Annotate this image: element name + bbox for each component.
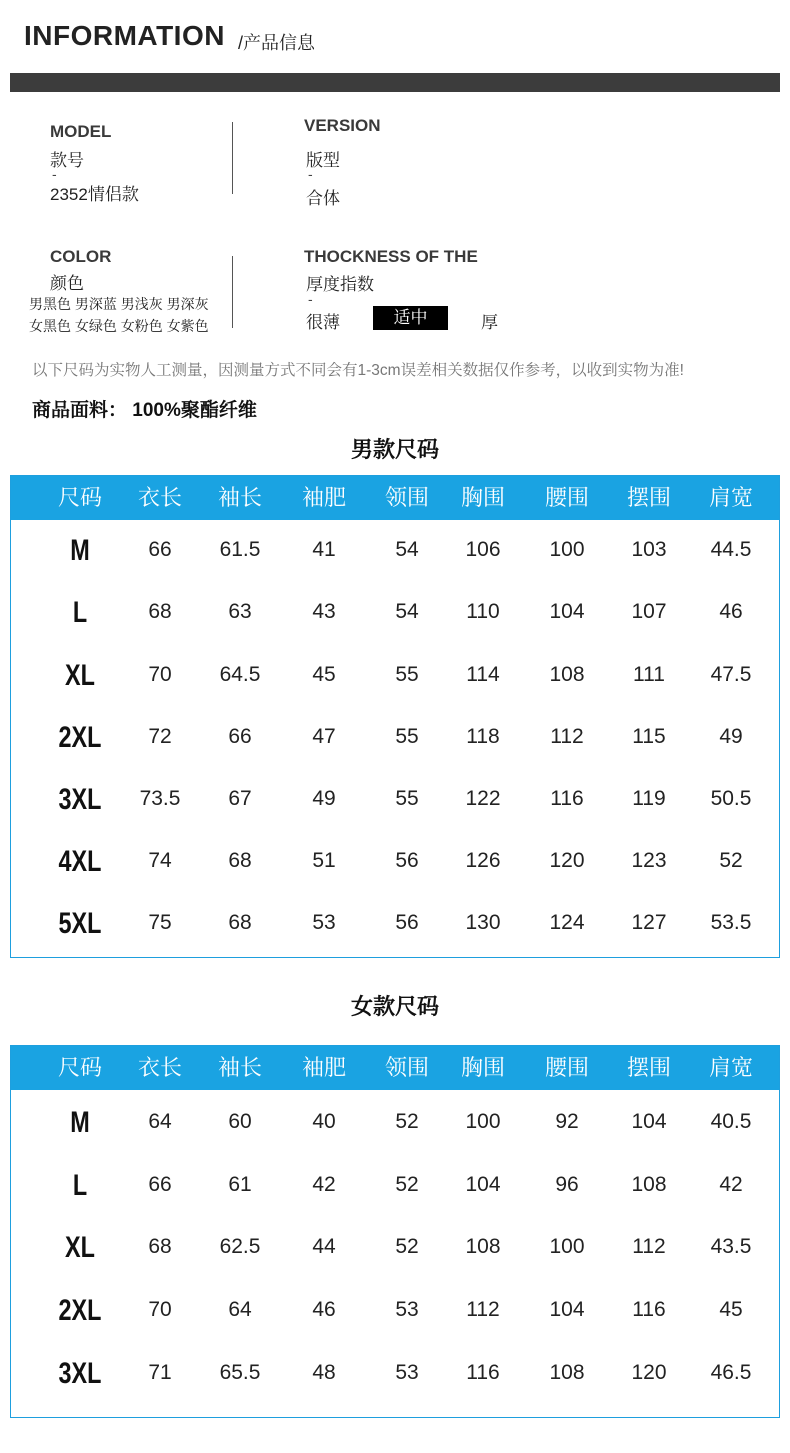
table-cell: 44.5 <box>710 538 752 561</box>
size-label: M <box>70 1106 90 1139</box>
thickness-option-thin: 很薄 <box>306 313 340 332</box>
size-label: 2XL <box>58 721 102 754</box>
table-cell: 112 <box>632 1235 666 1258</box>
table-cell: 55 <box>395 787 419 810</box>
table-cell: 110 <box>466 600 500 623</box>
table-cell: 46.5 <box>710 1361 752 1384</box>
table-cell: 52 <box>719 849 743 872</box>
table-cell: 53 <box>312 911 336 934</box>
table-row <box>11 1106 779 1146</box>
table-cell: 116 <box>550 787 584 810</box>
thickness-option-thick: 厚 <box>481 313 498 332</box>
model-value: 2352情侣款 <box>50 185 139 204</box>
size-label: L <box>72 1169 88 1202</box>
thickness-label-zh: 厚度指数 <box>306 275 374 294</box>
table-cell: 43.5 <box>710 1235 752 1258</box>
model-label-en: MODEL <box>50 122 112 141</box>
table-cell: 71 <box>148 1361 172 1384</box>
table-cell: 108 <box>465 1235 501 1258</box>
table-cell: 50.5 <box>710 787 752 810</box>
table-cell: 104 <box>465 1173 501 1196</box>
measurement-note: 以下尺码为实物人工测量，因测量方式不同会有1-3cm误差相关数据仅作参考，以收到实物为准! <box>32 362 684 379</box>
table-cell: 120 <box>549 849 585 872</box>
table-cell: 111 <box>633 663 665 686</box>
header-divider-bar <box>10 73 780 92</box>
table-cell: 108 <box>549 663 585 686</box>
table-cell: 104 <box>549 600 585 623</box>
table-cell: 75 <box>148 911 172 934</box>
table-cell: 119 <box>632 787 666 810</box>
table-cell: 126 <box>465 849 501 872</box>
table-cell: 108 <box>549 1361 585 1384</box>
table-row <box>11 659 779 699</box>
size-label: 5XL <box>58 907 102 940</box>
table-cell: 52 <box>395 1173 419 1196</box>
page-subtitle: /产品信息 <box>238 33 316 53</box>
table-cell: 68 <box>228 911 252 934</box>
column-header: 尺码 <box>57 1055 102 1080</box>
table-cell: 42 <box>719 1173 743 1196</box>
version-label-en: VERSION <box>304 116 381 135</box>
table-cell: 67 <box>228 787 252 810</box>
table-cell: 66 <box>148 1173 172 1196</box>
table-cell: 104 <box>549 1298 585 1321</box>
table-row <box>11 845 779 885</box>
table-cell: 100 <box>465 1110 501 1133</box>
table-header-row <box>11 476 779 520</box>
size-label: 2XL <box>58 1294 102 1327</box>
table-cell: 68 <box>228 849 252 872</box>
divider-line <box>232 256 233 328</box>
table-cell: 42 <box>312 1173 336 1196</box>
table-cell: 40 <box>312 1110 336 1133</box>
thickness-dash: - <box>308 291 313 307</box>
size-label: M <box>70 534 90 567</box>
model-label-zh: 款号 <box>50 151 84 170</box>
table-cell: 45 <box>719 1298 743 1321</box>
table-cell: 127 <box>631 911 667 934</box>
table-cell: 106 <box>465 538 501 561</box>
column-header: 摆围 <box>626 1055 671 1080</box>
column-header: 摆围 <box>626 485 671 510</box>
column-header: 胸围 <box>460 485 505 510</box>
column-header: 衣长 <box>137 1055 182 1080</box>
version-dash: - <box>308 166 313 182</box>
table-cell: 61 <box>228 1173 252 1196</box>
table-cell: 104 <box>631 1110 667 1133</box>
women-size-table <box>10 1045 780 1418</box>
size-label: XL <box>65 659 95 692</box>
material-info: 商品面料： 100%聚酯纤维 <box>32 400 257 421</box>
size-label: 3XL <box>58 1357 102 1390</box>
table-cell: 46 <box>312 1298 336 1321</box>
version-value: 合体 <box>306 189 340 208</box>
table-row <box>11 1169 779 1209</box>
model-dash: - <box>52 166 57 182</box>
table-cell: 48 <box>312 1361 336 1384</box>
table-cell: 47.5 <box>710 663 752 686</box>
table-cell: 96 <box>555 1173 579 1196</box>
table-cell: 74 <box>148 849 172 872</box>
thickness-label-en: THOCKNESS OF THE <box>304 247 478 266</box>
column-header: 腰围 <box>544 1055 589 1080</box>
table-cell: 116 <box>466 1361 500 1384</box>
color-label-zh: 颜色 <box>50 274 84 293</box>
table-cell: 53 <box>395 1298 419 1321</box>
table-cell: 47 <box>312 725 336 748</box>
table-cell: 49 <box>312 787 336 810</box>
table-row <box>11 1294 779 1334</box>
table-header-row <box>11 1046 779 1090</box>
table-cell: 41 <box>312 538 336 561</box>
table-cell: 130 <box>465 911 501 934</box>
women-size-title: 女款尺码 <box>350 994 439 1019</box>
table-cell: 66 <box>228 725 252 748</box>
thickness-option-medium-selected: 适中 <box>373 306 448 330</box>
table-cell: 64.5 <box>219 663 261 686</box>
table-row <box>11 1231 779 1271</box>
table-cell: 55 <box>395 725 419 748</box>
table-cell: 112 <box>466 1298 500 1321</box>
men-size-title: 男款尺码 <box>350 437 439 462</box>
table-cell: 107 <box>631 600 667 623</box>
table-cell: 108 <box>631 1173 667 1196</box>
table-cell: 103 <box>631 538 667 561</box>
table-cell: 53.5 <box>710 911 752 934</box>
table-row <box>11 596 779 636</box>
table-cell: 46 <box>719 600 743 623</box>
column-header: 袖肥 <box>301 1055 346 1080</box>
column-header: 肩宽 <box>708 1055 753 1080</box>
table-cell: 112 <box>550 725 584 748</box>
table-cell: 49 <box>719 725 743 748</box>
table-cell: 62.5 <box>219 1235 261 1258</box>
table-cell: 44 <box>312 1235 336 1258</box>
table-cell: 51 <box>312 849 336 872</box>
table-cell: 100 <box>549 1235 585 1258</box>
column-header: 领围 <box>384 485 429 510</box>
table-cell: 116 <box>632 1298 666 1321</box>
version-label-zh: 版型 <box>306 151 340 170</box>
table-cell: 68 <box>148 1235 172 1258</box>
table-cell: 65.5 <box>219 1361 261 1384</box>
table-cell: 56 <box>395 849 419 872</box>
column-header: 领围 <box>384 1055 429 1080</box>
column-header: 腰围 <box>544 485 589 510</box>
size-label: 3XL <box>58 783 102 816</box>
table-row <box>11 907 779 947</box>
table-cell: 118 <box>466 725 500 748</box>
table-cell: 40.5 <box>710 1110 752 1133</box>
size-label: XL <box>65 1231 95 1264</box>
column-header: 肩宽 <box>708 485 753 510</box>
table-cell: 45 <box>312 663 336 686</box>
table-cell: 70 <box>148 663 172 686</box>
table-cell: 54 <box>395 538 419 561</box>
table-cell: 73.5 <box>139 787 181 810</box>
color-options-women: 女黑色 女绿色 女粉色 女紫色 <box>29 318 209 334</box>
table-cell: 43 <box>312 600 336 623</box>
table-cell: 63 <box>228 600 252 623</box>
table-row <box>11 1357 779 1397</box>
table-cell: 66 <box>148 538 172 561</box>
table-cell: 60 <box>228 1110 252 1133</box>
table-row <box>11 534 779 574</box>
table-cell: 52 <box>395 1235 419 1258</box>
column-header: 尺码 <box>57 485 102 510</box>
table-cell: 72 <box>148 725 172 748</box>
page-title: INFORMATION <box>24 20 225 51</box>
table-cell: 124 <box>549 911 585 934</box>
column-header: 袖肥 <box>301 485 346 510</box>
men-size-table <box>10 475 780 958</box>
color-label-en: COLOR <box>50 247 112 266</box>
table-row <box>11 783 779 823</box>
table-cell: 114 <box>466 663 500 686</box>
table-cell: 123 <box>631 849 667 872</box>
table-cell: 64 <box>228 1298 252 1321</box>
table-cell: 122 <box>465 787 501 810</box>
size-label: 4XL <box>58 845 102 878</box>
divider-line <box>232 122 233 194</box>
table-cell: 53 <box>395 1361 419 1384</box>
table-cell: 56 <box>395 911 419 934</box>
table-cell: 92 <box>555 1110 579 1133</box>
table-cell: 70 <box>148 1298 172 1321</box>
table-cell: 52 <box>395 1110 419 1133</box>
column-header: 衣长 <box>137 485 182 510</box>
table-cell: 54 <box>395 600 419 623</box>
color-options-men: 男黑色 男深蓝 男浅灰 男深灰 <box>29 296 209 312</box>
column-header: 胸围 <box>460 1055 505 1080</box>
table-cell: 115 <box>632 725 666 748</box>
table-cell: 61.5 <box>219 538 261 561</box>
table-cell: 100 <box>549 538 585 561</box>
column-header: 袖长 <box>217 485 262 510</box>
table-cell: 120 <box>631 1361 667 1384</box>
size-label: L <box>72 596 88 629</box>
table-row <box>11 721 779 761</box>
column-header: 袖长 <box>217 1055 262 1080</box>
table-cell: 55 <box>395 663 419 686</box>
table-cell: 68 <box>148 600 172 623</box>
table-cell: 64 <box>148 1110 172 1133</box>
